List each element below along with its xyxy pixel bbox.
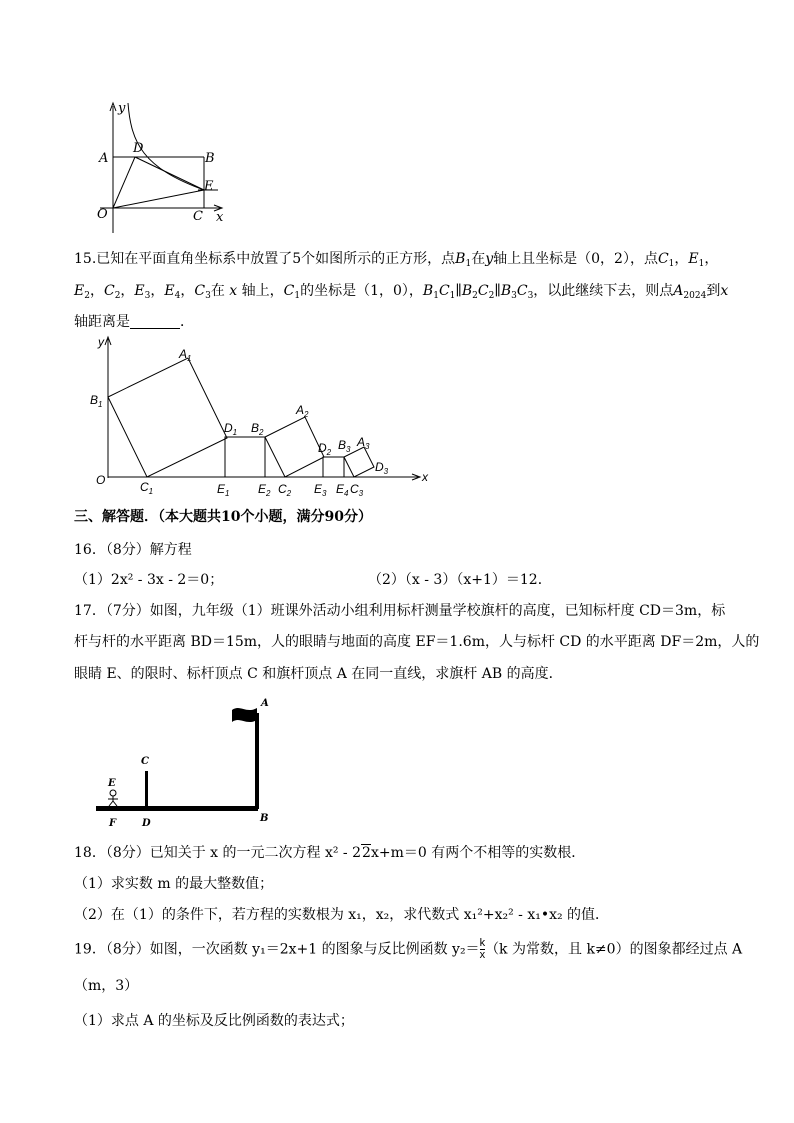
fig15-label-O: O [96,473,106,487]
figure-q15 [86,334,436,499]
figure-q14 [88,98,238,238]
q18-part-2: （2）在（1）的条件下，若方程的实数根为 x₁，x₂，求代数式 x₁²+x₂² - x₁•x₂ 的值． [74,907,610,923]
fig14-label-E: E [204,179,214,194]
fig15-label-x: x [422,470,428,484]
section-heading: 三、解答题．（本大题共10个小题，满分90分） [74,509,372,525]
fig17-label-D: D [142,818,151,828]
fig14-label-B: B [205,151,215,166]
fig15-label-E4: $E_4$ [336,482,349,498]
fig15-label-D3: $D_3$ [375,460,389,476]
fig15-label-C3: $C_3$ [350,482,364,498]
fig14-label-O: O [97,207,108,222]
fig14-label-A: A [99,151,109,166]
fig17-label-B: B [260,813,269,824]
q17-line-3: 眼睛 E、的限时、标杆顶点 C 和旗杆顶点 A 在同一直线，求旗杆 AB 的高度． [74,666,563,682]
fig17-label-A: A [261,698,269,709]
q18-line-1: 18．（8分）已知关于 x 的一元二次方程 x² - 22x+m＝0 有两个不相等的实数根． [74,845,586,861]
q18-part-1: （1）求实数 m 的最大整数值； [74,876,274,892]
fig15-label-B2: $B_2$ [251,421,264,437]
q15-line-2: $E_2$，$C_2$，$E_3$，$E_4$，$C_3$在 x 轴上，$C_1$的坐标是（1，0），$B_1C_1\parallel B_2C_2\parallel B_3C_3$，以此继续下去，则点$A_{2024}$到x [74,283,729,301]
q17-line-2: 杆与杆的水平距离 BD＝15m，人的眼睛与地面的高度 EF＝1.6m，人与标杆 CD 的水平距离 DF＝2m，人的 [74,634,760,650]
fig15-label-D1: $D_1$ [224,421,238,437]
fig14-label-C: C [193,209,203,224]
fig15-label-A2: $A_2$ [296,403,309,419]
fig15-label-B3: $B_3$ [338,438,351,454]
q19-line-1: 19．（8分）如图，一次函数 y₁＝2x+1 的图象与反比例函数 y₂＝ $\frac{k}{x}$ （k 为常数，且 k≠0）的图象都经过点 A [74,937,743,961]
fig17-label-E: E [108,778,116,789]
fig15-label-C2: $C_2$ [278,482,292,498]
q15-line-1: 15.已知在平面直角坐标系中放置了5个如图所示的正方形，点$B_1$在y轴上且坐标是（0，2），点$C_1$，$E_1$， [74,251,719,269]
fig15-label-B1: $B_1$ [90,393,103,409]
q17-line-1: 17．（7分）如图，九年级（1）班课外活动小组利用标杆测量学校旗杆的高度，已知标杆度 CD＝3m，标 [74,603,726,619]
fig15-label-y: y [98,335,104,349]
q16-part-1: （1）2x² - 3x - 2＝0； [74,572,224,588]
fig14-label-x: x [216,210,224,225]
q19-part-1: （1）求点 A 的坐标及反比例函数的表达式； [74,1013,354,1029]
fig17-label-C: C [141,756,149,767]
fig15-label-E3: $E_3$ [314,482,327,498]
fig14-label-D: D [133,141,144,156]
fig17-label-F: F [109,818,117,828]
fig15-label-E1: $E_1$ [217,482,230,498]
fig15-label-A3: $A_3$ [357,435,370,451]
fig15-label-E2: $E_2$ [258,482,271,498]
q16-title: 16．（8分）解方程 [74,542,192,558]
fraction-k-over-x: $\frac{k}{x}$ [479,937,486,961]
q16-part-2: （2）（x - 3）（x+1）＝12． [368,572,552,588]
q19-line-2: （m，3） [74,978,139,994]
answer-blank[interactable] [130,314,180,329]
fig15-label-C1: $C_1$ [140,480,154,496]
q15-line-3: 轴距离是 ． [74,314,194,330]
fig15-label-D2: $D_2$ [318,441,332,457]
fig15-label-A1: $A_1$ [179,347,192,363]
fig14-label-y: y [118,101,126,116]
figure-q17 [94,696,284,828]
